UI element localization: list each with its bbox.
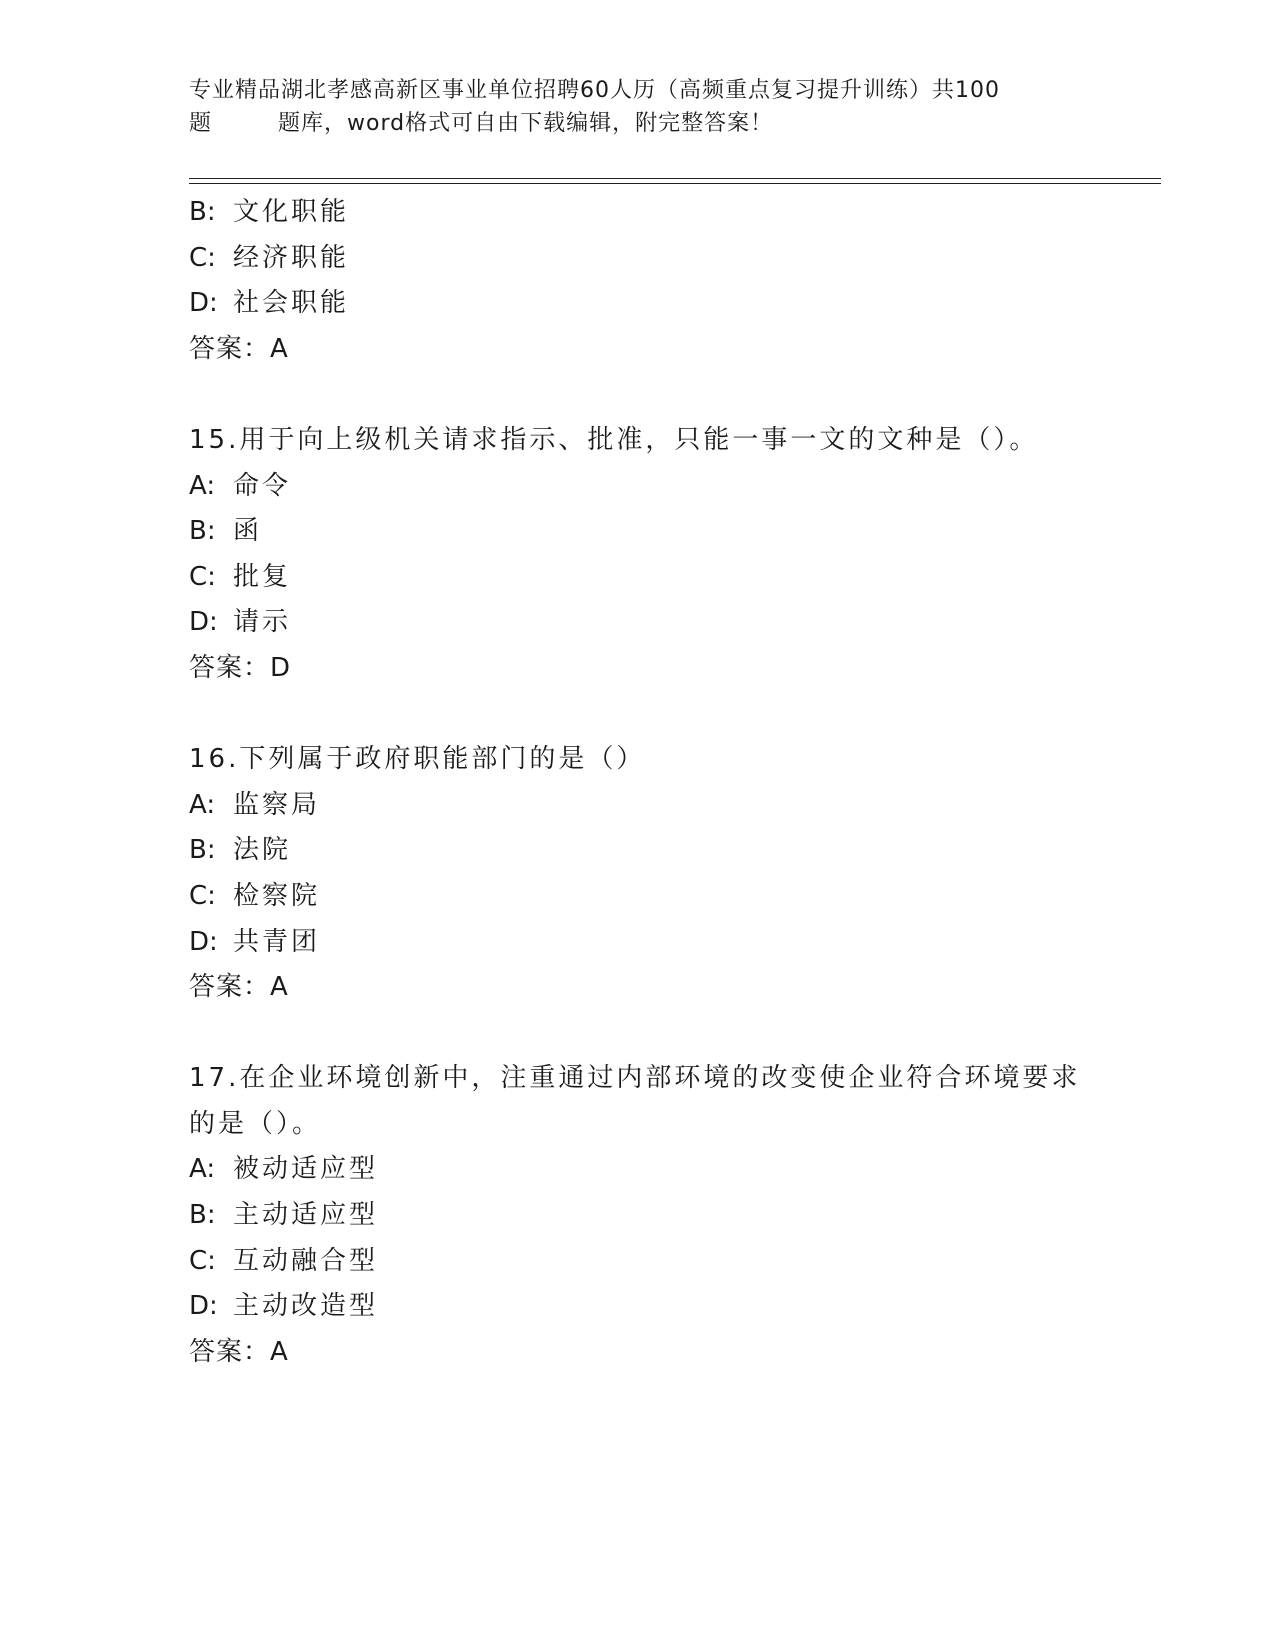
- answer-value: A: [270, 333, 291, 364]
- option-letter: B:: [189, 1200, 216, 1231]
- question-stem: 15.用于向上级机关请求指示、批准，只能一事一文的文种是（）。: [189, 424, 1039, 455]
- option-text: 被动适应型: [233, 1154, 379, 1185]
- question-stem: 16.下列属于政府职能部门的是（）: [189, 744, 646, 775]
- option-text: 共青团: [233, 926, 321, 957]
- header-divider-bottom: [189, 183, 1161, 184]
- spacer: [189, 1011, 1169, 1057]
- option-letter: C:: [189, 880, 216, 911]
- answer-label: 答案：: [189, 972, 271, 1003]
- option-text: 主动适应型: [233, 1200, 379, 1231]
- answer-line: [189, 965, 1169, 1011]
- option-text: 命令: [233, 470, 292, 501]
- question-17: [189, 1056, 1169, 1375]
- option-a: [189, 464, 1169, 510]
- option-c: [189, 1239, 1169, 1285]
- option-a: [189, 783, 1169, 829]
- spacer: [189, 372, 1169, 418]
- question-stem: 17.在企业环境创新中，注重通过内部环境的改变使企业符合环境要求: [189, 1063, 1081, 1094]
- answer-value: A: [270, 972, 291, 1003]
- option-text: 经济职能: [233, 242, 350, 273]
- option-text: 文化职能: [233, 197, 350, 227]
- question-16: [189, 737, 1169, 1011]
- option-letter: C:: [189, 242, 216, 273]
- option-letter: A:: [189, 470, 216, 501]
- option-letter: D:: [189, 607, 218, 638]
- option-letter: D:: [189, 926, 218, 957]
- header-title-prefix: 题: [189, 111, 213, 136]
- spacer: [189, 692, 1169, 738]
- header-title-line1: 专业精品湖北孝感高新区事业单位招聘60人历（高频重点复习提升训练）共100: [189, 78, 1000, 103]
- option-letter: B:: [189, 516, 216, 547]
- option-a: [189, 1147, 1169, 1193]
- option-b: [189, 509, 1169, 555]
- answer-label: 答案：: [189, 1336, 271, 1367]
- question-content: [189, 190, 1169, 1375]
- document-header: [189, 74, 1069, 140]
- option-b: [189, 828, 1169, 874]
- option-b: [189, 190, 1169, 236]
- option-d: [189, 600, 1169, 646]
- answer-line: [189, 1330, 1169, 1376]
- option-text: 监察局: [233, 789, 321, 820]
- option-c: [189, 236, 1169, 282]
- option-c: [189, 555, 1169, 601]
- option-d: [189, 281, 1169, 327]
- answer-line: [189, 327, 1169, 373]
- option-text: 法院: [233, 835, 292, 866]
- option-letter: B:: [189, 835, 216, 866]
- option-text: 主动改造型: [233, 1291, 379, 1322]
- header-title-continuation: 题库，word格式可自由下载编辑，附完整答案！: [278, 111, 774, 136]
- answer-label: 答案：: [189, 652, 271, 683]
- option-text: 检察院: [233, 880, 321, 911]
- option-text: 请示: [233, 607, 292, 638]
- option-letter: D:: [189, 288, 218, 319]
- answer-line: [189, 646, 1169, 692]
- option-d: [189, 920, 1169, 966]
- option-letter: A:: [189, 1154, 216, 1185]
- option-text: 批复: [233, 561, 292, 592]
- option-letter: A:: [189, 789, 216, 820]
- answer-value: A: [270, 1336, 291, 1367]
- option-b: [189, 1193, 1169, 1239]
- header-divider-top: [189, 178, 1161, 179]
- option-letter: B:: [189, 197, 216, 227]
- option-text: 互动融合型: [233, 1245, 379, 1276]
- option-c: [189, 874, 1169, 920]
- question-stem-continued: 的是（）。: [189, 1108, 322, 1139]
- answer-value: D: [270, 652, 294, 683]
- header-title-line2: [189, 107, 1069, 140]
- answer-label: 答案：: [189, 333, 271, 364]
- question-block-continued: [189, 190, 1169, 372]
- option-letter: C:: [189, 561, 216, 592]
- option-d: [189, 1284, 1169, 1330]
- option-letter: C:: [189, 1245, 216, 1276]
- option-text: 函: [233, 516, 263, 547]
- option-letter: D:: [189, 1291, 218, 1322]
- question-15: [189, 418, 1169, 692]
- option-text: 社会职能: [233, 288, 350, 319]
